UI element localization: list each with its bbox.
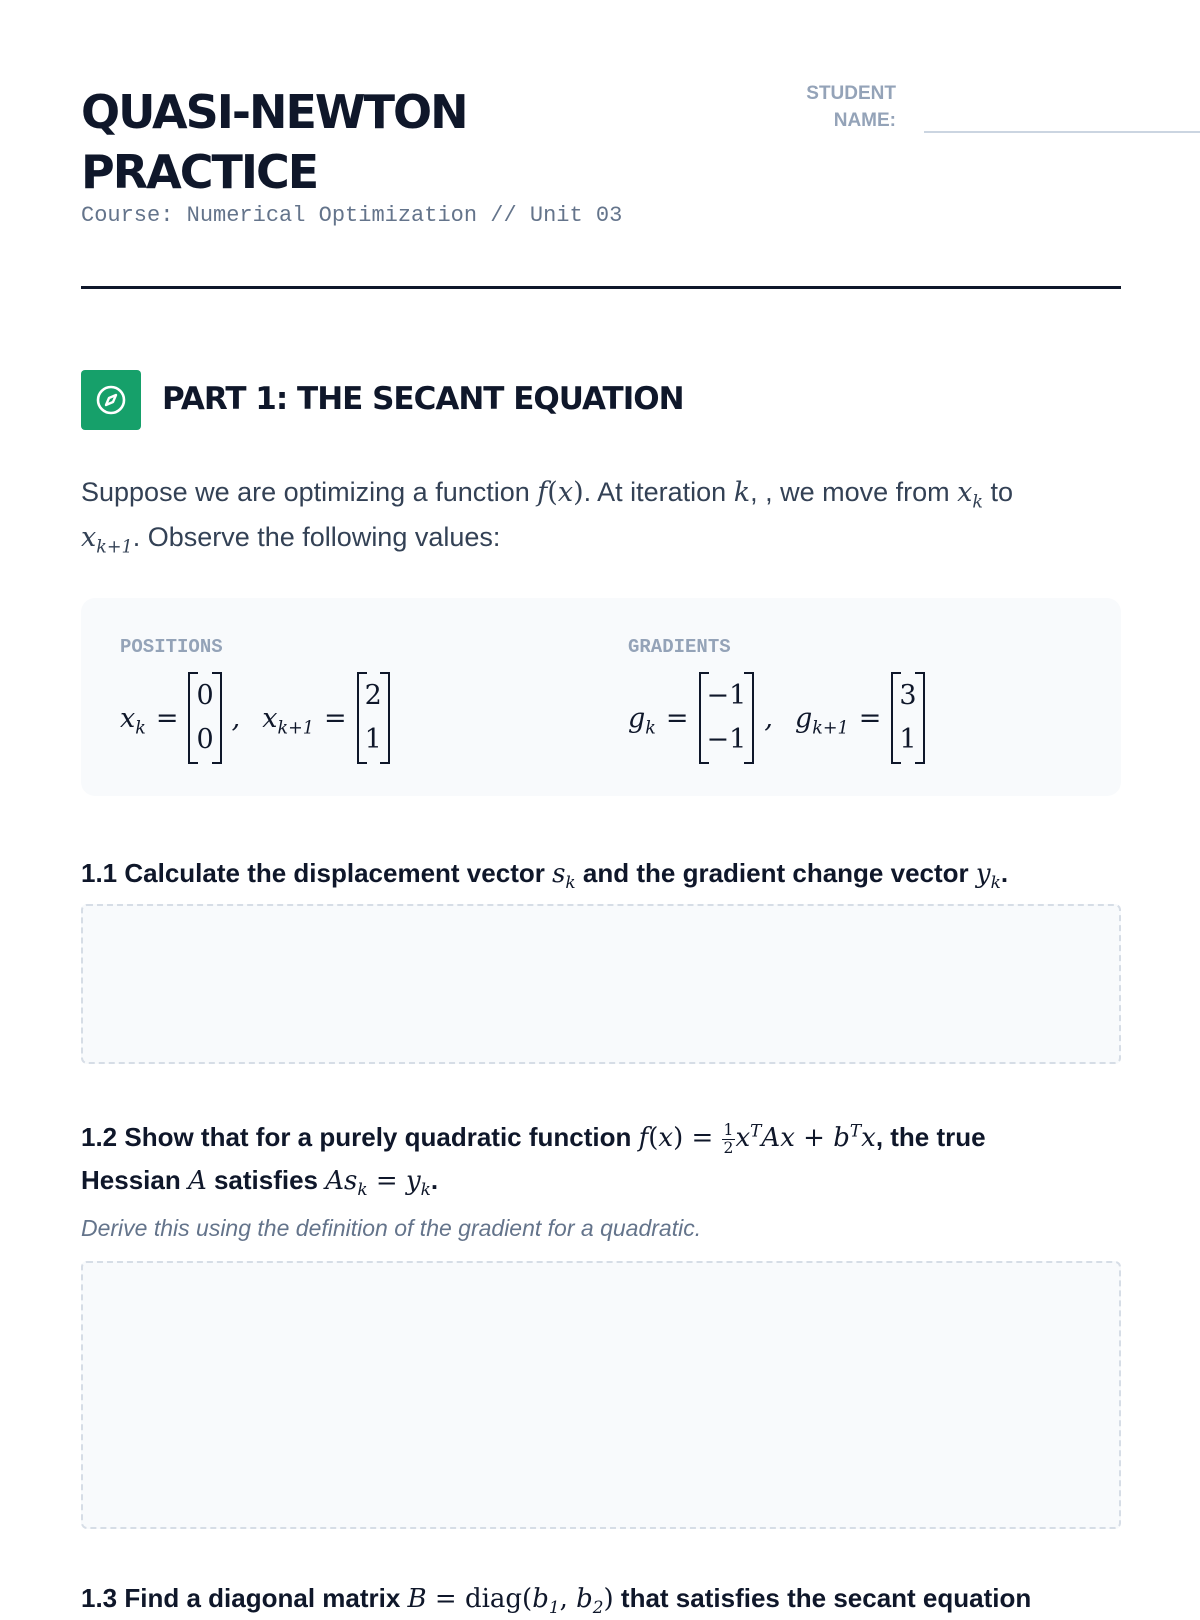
gk1-vector: 3 1 [891, 672, 924, 764]
positions-label: POSITIONS [120, 636, 223, 658]
gradients-label: GRADIENTS [628, 636, 731, 658]
xk1-vector: 2 1 [357, 672, 390, 764]
page-title: QUASI-NEWTON PRACTICE [81, 85, 467, 199]
worksheet-page [81, 0, 1121, 1618]
student-name-label: STUDENT NAME: [806, 83, 896, 131]
xk-vector: 0 0 [188, 672, 221, 764]
positions-group [120, 636, 390, 764]
gradients-equations: $g_k$ = −1 −1 , $g_{k+1}$ = 3 1 [628, 672, 925, 764]
compass-icon [81, 370, 141, 430]
question-1-2-hint: Derive this using the definition of the gradient for a quadratic. [81, 1215, 702, 1241]
part1-title: PART 1: THE SECANT EQUATION [162, 381, 684, 417]
header-divider [81, 286, 1121, 289]
question-1-2: 1.2 Show that for a purely quadratic function f(x) = $\frac{1}{2}$ $x^TAx + b^Tx$, the true Hessian A satisfies $As_k = y_k$. [81, 1120, 986, 1200]
question-1-3: 1.3 Find a diagonal matrix $B = diag(b_1$, $b_2$) that satisfies the secant equation [81, 1583, 1032, 1618]
question-1-1: 1.1 Calculate the displacement vector $s_k$ and the gradient change vector $y_k$. [81, 858, 1009, 893]
gradients-group [628, 636, 925, 764]
answer-box-1-1[interactable] [81, 904, 1121, 1064]
given-values-panel [81, 598, 1121, 796]
course-subtitle: Course: Numerical Optimization // Unit 03 [81, 203, 623, 228]
answer-box-1-2[interactable] [81, 1261, 1121, 1529]
student-name-field[interactable] [924, 131, 1200, 133]
part1-intro: Suppose we are optimizing a function f(x). At iteration k, , we move from $x_k$ to $x_{k+1}$. Observe the following values: [81, 477, 1014, 558]
worksheet-header [81, 0, 1121, 290]
positions-equations: $x_k$ = 0 0 , $x_{k+1}$ = 2 1 [120, 672, 390, 764]
gk-vector: −1 −1 [699, 672, 755, 764]
part1-heading [81, 370, 1121, 430]
